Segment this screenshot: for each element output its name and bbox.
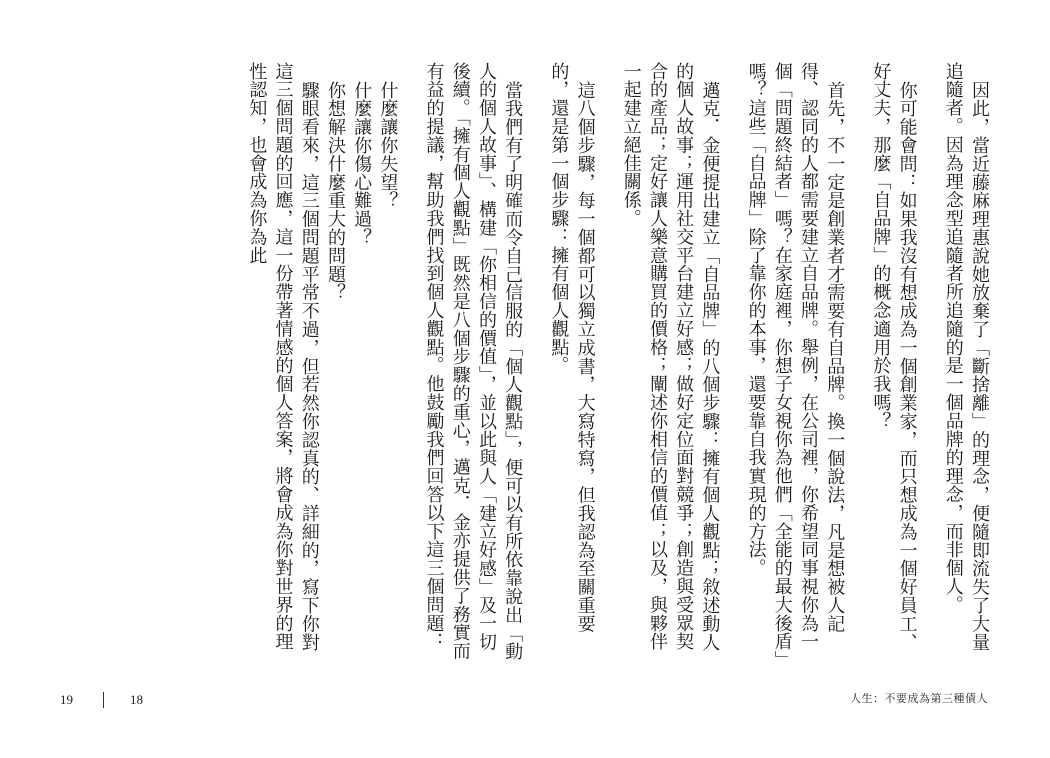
running-head: 人生：不要成為第三種債人 <box>850 692 988 705</box>
page-divider <box>103 692 104 708</box>
question-item: 什麼讓你傷心難過？ <box>351 80 373 247</box>
paragraph: 當我們有了明確而令自己信服的「個人觀點」，便可以有所依靠說出「動人的個人故事」、構建「你相信的價值」，並以此與人「建立好感」及一切後續。「擁有個人觀點」既然是八個步驟的重心，邁克．金亦提供了務實而有益的提議，幫助我們找到個人觀點。他鼓勵我們回答以下這三個問題： <box>423 62 524 661</box>
right-page-number: 18 <box>130 692 143 707</box>
paragraph: 邁克．金便提出建立「自品牌」的八個步驟：擁有個人觀點；敘述動人的個人故事；運用社交平台建立好感；做好定位面對競爭；創造與受眾契合的產品；定好讓人樂意購買的價格；闡述你相信的價值；以及，與夥伴一起建立絕佳關係。 <box>620 62 721 652</box>
question-item: 什麼讓你失望？ <box>377 80 399 210</box>
page-numbers <box>60 692 143 708</box>
paragraph: 因此，當近藤麻理惠說她放棄了「斷捨離」的理念，便隨即流失了大量追隨者。因為理念型追隨者所追隨的是一個品牌的理念，而非個人。 <box>942 62 990 652</box>
paragraph: 這八個步驟，每一個都可以獨立成書，大寫特寫，但我認為至關重要的，還是第一個步驟：擁有個人觀點。 <box>548 62 596 633</box>
body-text <box>57 62 992 662</box>
paragraph: 驟眼看來，這三個問題平常不過，但若然你認真的、詳細的，寫下你對這三個問題的回應，這一份帶著情感的個人答案，將會成為你對世界的理性認知，也會成為你為此 <box>246 62 320 652</box>
paragraph: 首先，不一定是創業者才需要有自品牌。換一個說法，凡是想被人記得、認同的人都需要建立自品牌。舉例，在公司裡，你希望同事視你為一個「問題終結者」嗎？在家庭裡，你想子女視你為他們「全能的最大後盾」嗎？這些「自品牌」除了靠你的本事，還要靠自我實現的方法。 <box>745 62 846 661</box>
paragraph: 你可能會問：如果我沒有想成為一個創業家，而只想成為一個好員工、好丈夫，那麼「自品牌」的概念適用於我嗎？ <box>870 62 918 652</box>
question-item: 你想解決什麼重大的問題？ <box>324 80 346 302</box>
left-page-number: 19 <box>60 692 73 707</box>
